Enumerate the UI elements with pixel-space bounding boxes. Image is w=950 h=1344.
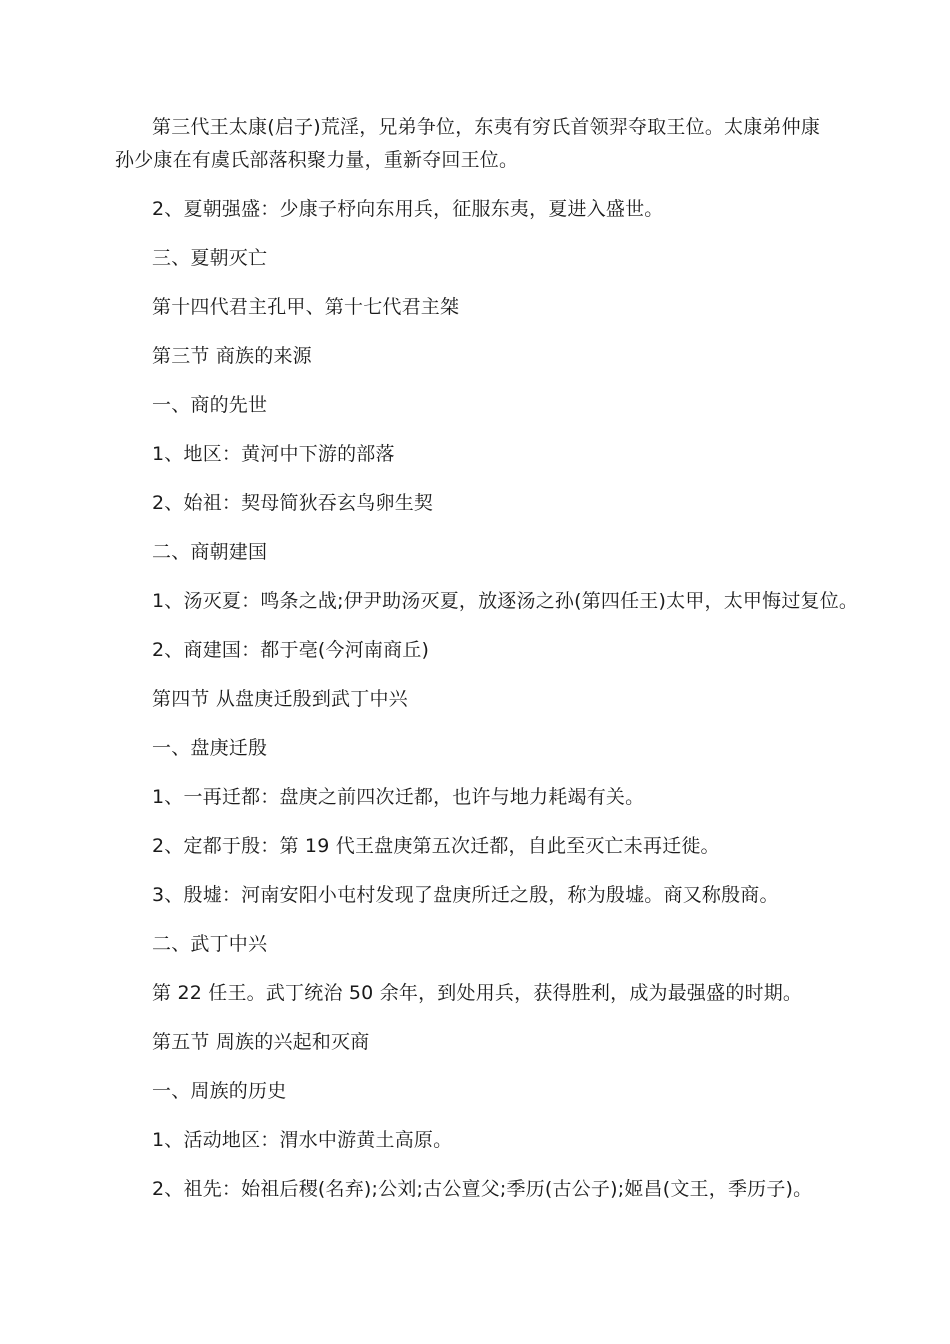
list-item: 2、商建国：都于亳(今河南商丘) [152, 639, 430, 661]
section-heading: 一、盘庚迁殷 [152, 737, 268, 759]
chapter-heading: 第五节 周族的兴起和灭商 [152, 1031, 370, 1053]
list-item: 3、殷墟：河南安阳小屯村发现了盘庚所迁之殷，称为殷墟。商又称殷商。 [152, 884, 779, 906]
list-item: 1、汤灭夏：鸣条之战;伊尹助汤灭夏，放逐汤之孙(第四任王)太甲，太甲悔过复位。 [152, 590, 859, 612]
paragraph-line: 第十四代君主孔甲、第十七代君主桀 [152, 296, 460, 318]
chapter-heading: 第四节 从盘庚迁殷到武丁中兴 [152, 688, 408, 710]
paragraph-line: 第 22 任王。武丁统治 50 余年，到处用兵，获得胜利，成为最强盛的时期。 [152, 982, 803, 1004]
list-item: 2、始祖：契母简狄吞玄鸟卵生契 [152, 492, 434, 514]
list-item: 2、夏朝强盛：少康子杼向东用兵，征服东夷，夏进入盛世。 [152, 198, 664, 220]
list-item: 1、一再迁都：盘庚之前四次迁都，也许与地力耗竭有关。 [152, 786, 645, 808]
list-item: 1、活动地区：渭水中游黄土高原。 [152, 1129, 453, 1151]
list-item: 2、定都于殷：第 19 代王盘庚第五次迁都，自此至灭亡未再迁徙。 [152, 835, 720, 857]
list-item: 2、祖先：始祖后稷(名弃);公刘;古公亶父;季历(古公子);姬昌(文王，季历子)。 [152, 1178, 813, 1200]
chapter-heading: 第三节 商族的来源 [152, 345, 312, 367]
paragraph-line: 孙少康在有虞氏部落积聚力量，重新夺回王位。 [115, 149, 519, 171]
section-heading: 一、商的先世 [152, 394, 268, 416]
list-item: 1、地区：黄河中下游的部落 [152, 443, 395, 465]
paragraph-line: 第三代王太康(启子)荒淫，兄弟争位，东夷有穷氏首领羿夺取王位。太康弟仲康 [152, 116, 821, 138]
section-heading: 二、武丁中兴 [152, 933, 268, 955]
section-heading: 二、商朝建国 [152, 541, 268, 563]
section-heading: 三、夏朝灭亡 [152, 247, 268, 269]
section-heading: 一、周族的历史 [152, 1080, 287, 1102]
